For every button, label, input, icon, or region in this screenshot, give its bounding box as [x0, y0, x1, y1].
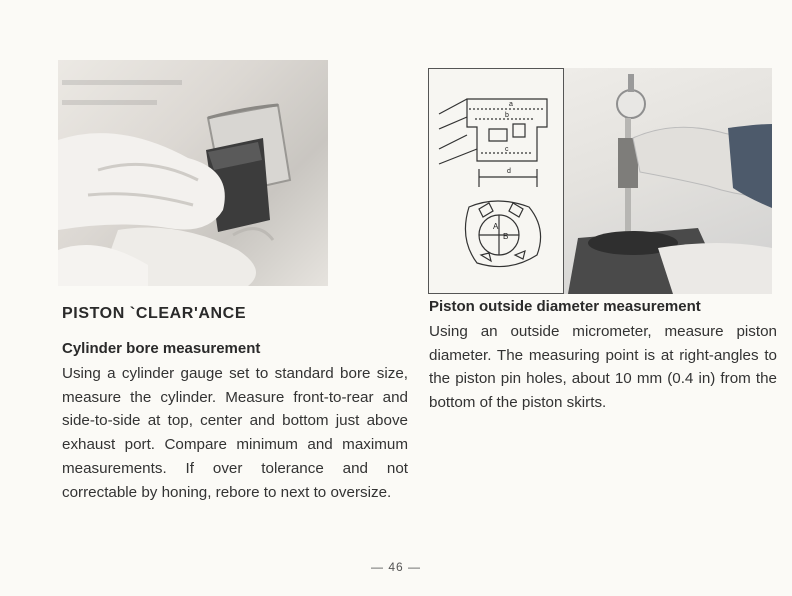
- cylinder-bore-subheading: Cylinder bore measurement: [62, 340, 261, 357]
- section-title: PISTON `CLEAR'ANCE: [62, 305, 247, 322]
- piston-diagram: [428, 68, 564, 294]
- diagram-label-d: d: [507, 168, 511, 175]
- page-number: — 46 —: [370, 560, 421, 574]
- cylinder-bore-photo: [58, 60, 328, 286]
- diagram-label-A: A: [493, 222, 499, 231]
- cylinder-bore-illustration: [58, 60, 328, 286]
- diagram-label-B: B: [503, 232, 509, 241]
- diagram-label-c: c: [505, 146, 509, 153]
- diagram-label-a: a: [509, 101, 513, 108]
- piston-diameter-subheading: Piston outside diameter measurement: [429, 298, 701, 315]
- cylinder-bore-paragraph: Using a cylinder gauge set to standard bore size, measure the cylinder. Measure front-to-rear and side-to-side at top, center and bottom just above exhaust port. Compare minimum and maximum measurements. If over tolerance and not correctable by honing, rebore to next to oversize.: [62, 365, 408, 501]
- piston-diagram-drawing: [429, 69, 565, 294]
- diagram-label-b: b: [505, 112, 509, 119]
- piston-measurement-photo: [428, 68, 772, 294]
- piston-diameter-paragraph: Using an outside micrometer, measure piston diameter. The measuring point is at right-angles to the piston pin holes, about 10 mm (0.4 in) from the bottom of the piston skirts.: [429, 323, 777, 412]
